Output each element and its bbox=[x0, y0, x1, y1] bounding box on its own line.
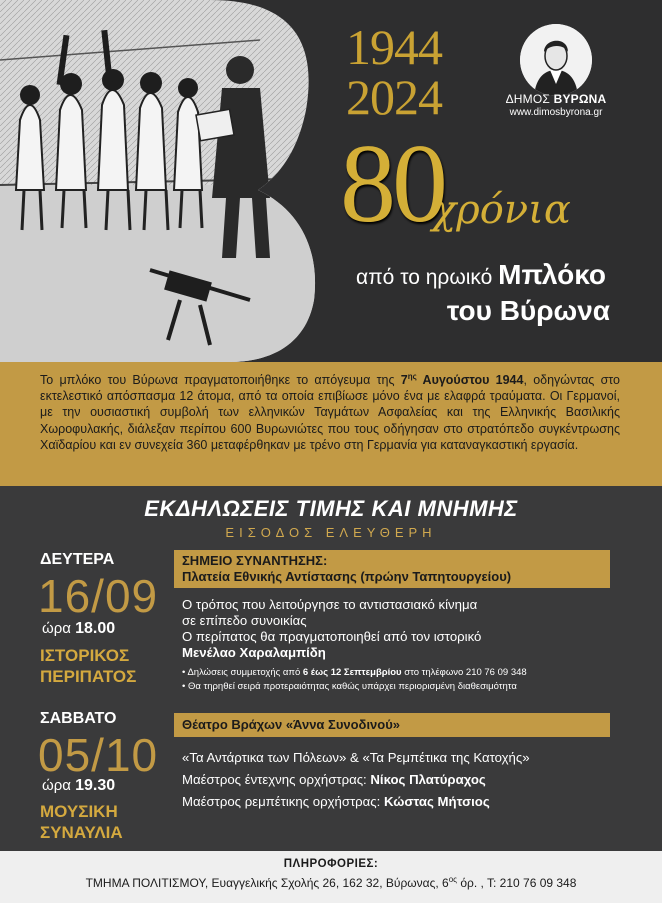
event1-type-line1: ΙΣΤΟΡΙΚΟΣ bbox=[40, 646, 130, 665]
event1-meeting-place: Πλατεία Εθνικής Αντίστασης (πρώην Ταπητουργείου) bbox=[182, 569, 512, 584]
event2-program: «Τα Αντάρτικα των Πόλεων» & «Τα Ρεμπέτικα της Κατοχής» bbox=[182, 750, 530, 765]
intro-p1: Το μπλόκο του Βύρωνα πραγματοποιήθηκε το απόγευμα της bbox=[40, 373, 395, 387]
event1-hour bbox=[42, 620, 115, 638]
logo-url: www.dimosbyrona.gr bbox=[509, 107, 603, 118]
event1-historian: Μενέλαο Χαραλαμπίδη bbox=[182, 645, 326, 660]
event2-hour-label: ώρα bbox=[42, 777, 71, 794]
event1-hour-label: ώρα bbox=[42, 620, 71, 637]
footer-text bbox=[0, 876, 662, 890]
subtitle-prefix: από το ηρωικό bbox=[356, 266, 493, 289]
intro-date-num: 7 bbox=[400, 373, 408, 387]
intro-date bbox=[401, 373, 524, 387]
footer-title: ΠΛΗΡΟΦΟΡΙΕΣ: bbox=[283, 858, 379, 870]
event2-maestro1 bbox=[182, 769, 622, 791]
event1-meeting-bar bbox=[174, 550, 610, 588]
event1-line1: Ο τρόπος που λειτούργησε το αντιστασιακό κίνημα bbox=[182, 597, 478, 612]
anniversary-number: 80 bbox=[340, 122, 444, 246]
event1-note2: • Θα τηρηθεί σειρά προτεραιότητας καθώς υπάρχει περιορισμένη διαθεσιμότητα bbox=[182, 681, 517, 692]
event1-note1 bbox=[182, 666, 632, 680]
event2-type-line1: ΜΟΥΣΙΚΗ bbox=[40, 802, 118, 821]
intro-p2: , οδηγώντας στο εκτελεστικό απόσπασμα 12 άτομα, από τα οποία επιβίωσε μόνο ένα με ελαφρά τραύματα. Οι Γερμανοί, με την ουσιαστική συμβολή των ελληνικών Ταγμάτων Ασφαλείας και της Ελληνικής Βασιλικής Χωροφυλακής, διάλεξαν περίπου 600 Βυρωνιώτες που τους οδήγησαν στο στρατόπεδο συγκέντρωσης Χαϊδαρίου και εν συνεχεία 360 μεταφέρθηκαν με τρένο στη Γερμανία για καταναγκαστική εργασία. bbox=[40, 373, 621, 452]
subtitle-bold: Μπλόκο bbox=[498, 259, 606, 290]
event2-info bbox=[182, 747, 622, 813]
event1-day: ΔΕΥΤΕΡΑ bbox=[40, 551, 115, 568]
event1-date: 16/09 bbox=[38, 570, 159, 622]
event1-type-line2: ΠΕΡΙΠΑΤΟΣ bbox=[40, 667, 137, 686]
note1-prefix: • Δηλώσεις συμμετοχής από bbox=[182, 667, 301, 678]
note1-suffix: στο τηλέφωνο 210 76 09 348 bbox=[404, 667, 527, 678]
footer-address: ΤΜΗΜΑ ΠΟΛΙΤΙΣΜΟΥ, Ευαγγελικής Σχολής 26, 162 32, Βύρωνας, 6 bbox=[85, 876, 449, 890]
event2-day: ΣΑΒΒΑΤΟ bbox=[40, 710, 117, 727]
intro-date-text: Αυγούστου 1944 bbox=[422, 373, 524, 387]
footer-floor-sup: ος bbox=[448, 875, 458, 884]
intro-text bbox=[40, 372, 620, 453]
year-start: 1944 bbox=[346, 19, 442, 75]
free-entry: ΕΙΣΟΔΟΣ ΕΛΕΥΘΕΡΗ bbox=[225, 525, 437, 540]
subtitle-line2: του Βύρωνα bbox=[446, 295, 610, 326]
note1-bold: 6 έως 12 Σεπτεμβρίου bbox=[302, 667, 402, 678]
logo-name-light: ΔΗΜΟΣ bbox=[505, 92, 551, 106]
event2-type bbox=[40, 801, 165, 843]
maestro2-name: Κώστας Μήτσιος bbox=[384, 794, 490, 809]
logo-name bbox=[494, 92, 618, 106]
event2-type-line2: ΣΥΝΑΥΛΙΑ bbox=[40, 823, 123, 842]
event1-hour-value: 18.00 bbox=[75, 620, 116, 637]
logo-name-bold: ΒΥΡΩΝΑ bbox=[553, 92, 607, 106]
year-end: 2024 bbox=[346, 69, 442, 125]
intro-date-sup: ης bbox=[407, 371, 417, 381]
event2-maestro2 bbox=[182, 791, 622, 813]
event1-notes bbox=[182, 666, 632, 694]
event1-line3: Ο περίπατος θα πραγματοποιηθεί από τον ιστορικό bbox=[182, 629, 482, 644]
event2-hour-value: 19.30 bbox=[75, 777, 116, 794]
event1-meeting-label: ΣΗΜΕΙΟ ΣΥΝΑΝΤΗΣΗΣ: bbox=[182, 553, 328, 568]
anniversary-word: χρόνια bbox=[432, 187, 571, 233]
byron-portrait-icon bbox=[520, 24, 592, 96]
maestro1-name: Νίκος Πλατύραχος bbox=[370, 772, 486, 787]
footer-phone: όρ. , Τ: 210 76 09 348 bbox=[457, 876, 577, 890]
event2-hour bbox=[42, 777, 115, 795]
maestro1-label: Μαέστρος έντεχνης ορχήστρας: bbox=[182, 772, 367, 787]
event1-info bbox=[182, 597, 622, 661]
event1-line2: σε επίπεδο συνοικίας bbox=[182, 613, 307, 628]
subtitle-line1 bbox=[356, 258, 606, 292]
event1-type bbox=[40, 645, 165, 687]
maestro2-label: Μαέστρος ρεμπέτικης ορχήστρας: bbox=[182, 794, 381, 809]
events-title: ΕΚΔΗΛΩΣΕΙΣ ΤΙΜΗΣ ΚΑΙ ΜΝΗΜΗΣ bbox=[144, 496, 518, 521]
event2-date: 05/10 bbox=[38, 729, 159, 781]
event2-venue-bar: Θέατρο Βράχων «Άννα Συνοδινού» bbox=[174, 713, 610, 737]
